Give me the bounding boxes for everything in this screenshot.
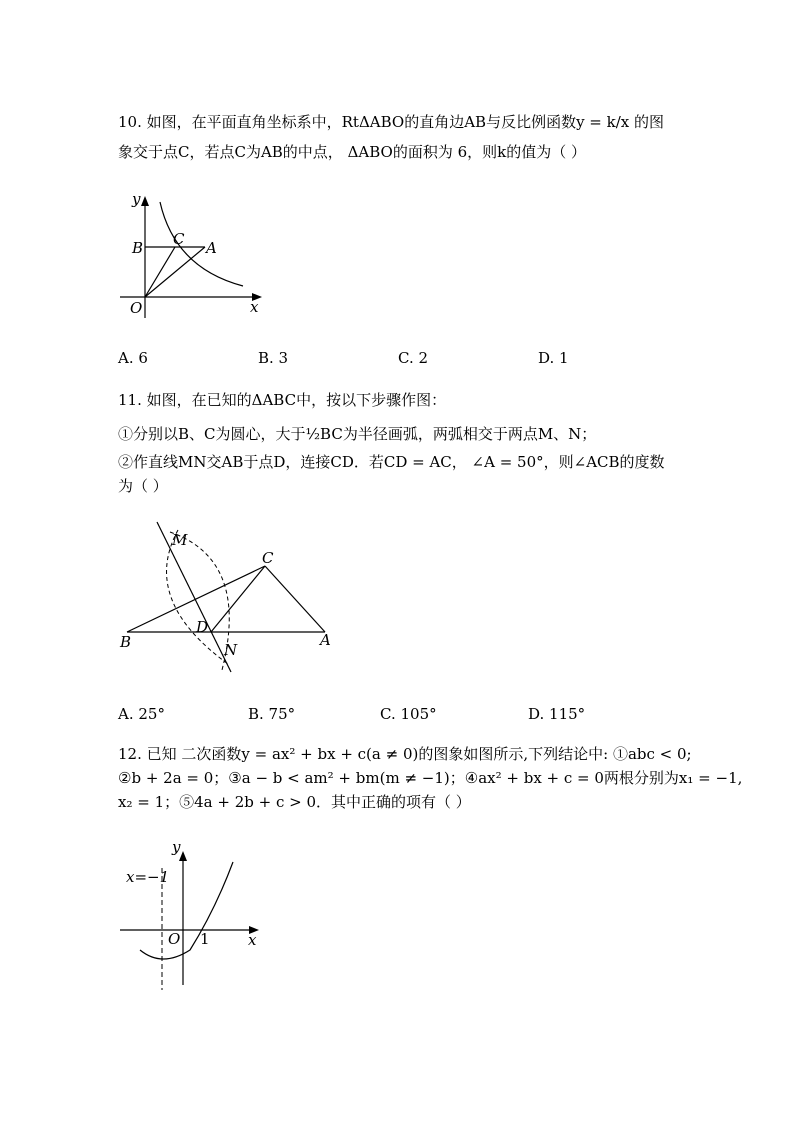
- q11-line-4: 为（ ）: [118, 477, 168, 495]
- label-d: D: [196, 618, 209, 636]
- label-x: x: [250, 298, 259, 316]
- q11-line-3: ②作直线MN交AB于点D，连接CD．若CD = AC， ∠A = 50°，则∠ACB的度数: [118, 453, 665, 471]
- q11-option-b[interactable]: B. 75°: [248, 705, 296, 723]
- label-a: A: [320, 631, 331, 649]
- label-m: M: [172, 531, 188, 549]
- label-axis: x=−1: [126, 868, 170, 886]
- label-o: O: [168, 930, 181, 948]
- label-y: y: [132, 190, 141, 208]
- label-b: B: [132, 239, 144, 257]
- q10-line-2: 象交于点C，若点C为AB的中点， ΔABO的面积为 6，则k的值为（ ）: [118, 143, 587, 161]
- label-o: O: [130, 299, 143, 317]
- label-a: A: [206, 239, 217, 257]
- label-c: C: [262, 549, 274, 567]
- q10-line-1: 10. 如图，在平面直角坐标系中，RtΔABO的直角边AB与反比例函数y = k/x 的图: [118, 113, 665, 131]
- q12-line-3: x₂ = 1；⑤4a + 2b + c > 0．其中正确的项有（ ）: [118, 793, 471, 811]
- q11-option-c[interactable]: C. 105°: [380, 705, 437, 723]
- label-one: 1: [200, 930, 210, 948]
- q11-line-1: 11. 如图，在已知的ΔABC中，按以下步骤作图：: [118, 391, 447, 409]
- q10-option-a[interactable]: A. 6: [118, 349, 148, 367]
- label-b: B: [120, 633, 132, 651]
- q12-line-2: ②b + 2a = 0；③a − b < am² + bm(m ≠ −1)；④ax² + bx + c = 0两根分别为x₁ = −1,: [118, 769, 743, 787]
- q10-option-d[interactable]: D. 1: [538, 349, 569, 367]
- label-c: C: [173, 230, 185, 248]
- q10-option-c[interactable]: C. 2: [398, 349, 429, 367]
- q11-line-2: ①分别以B、C为圆心，大于½BC为半径画弧，两弧相交于两点M、N；: [118, 425, 597, 443]
- label-y: y: [172, 838, 181, 856]
- q11-option-a[interactable]: A. 25°: [118, 705, 165, 723]
- label-n: N: [224, 641, 238, 659]
- q12-line-1: 12. 已知 二次函数y = ax² + bx + c(a ≠ 0)的图象如图所示,下列结论中: ①abc < 0;: [118, 745, 692, 763]
- q11-option-d[interactable]: D. 115°: [528, 705, 586, 723]
- q10-option-b[interactable]: B. 3: [258, 349, 289, 367]
- label-x: x: [248, 931, 257, 949]
